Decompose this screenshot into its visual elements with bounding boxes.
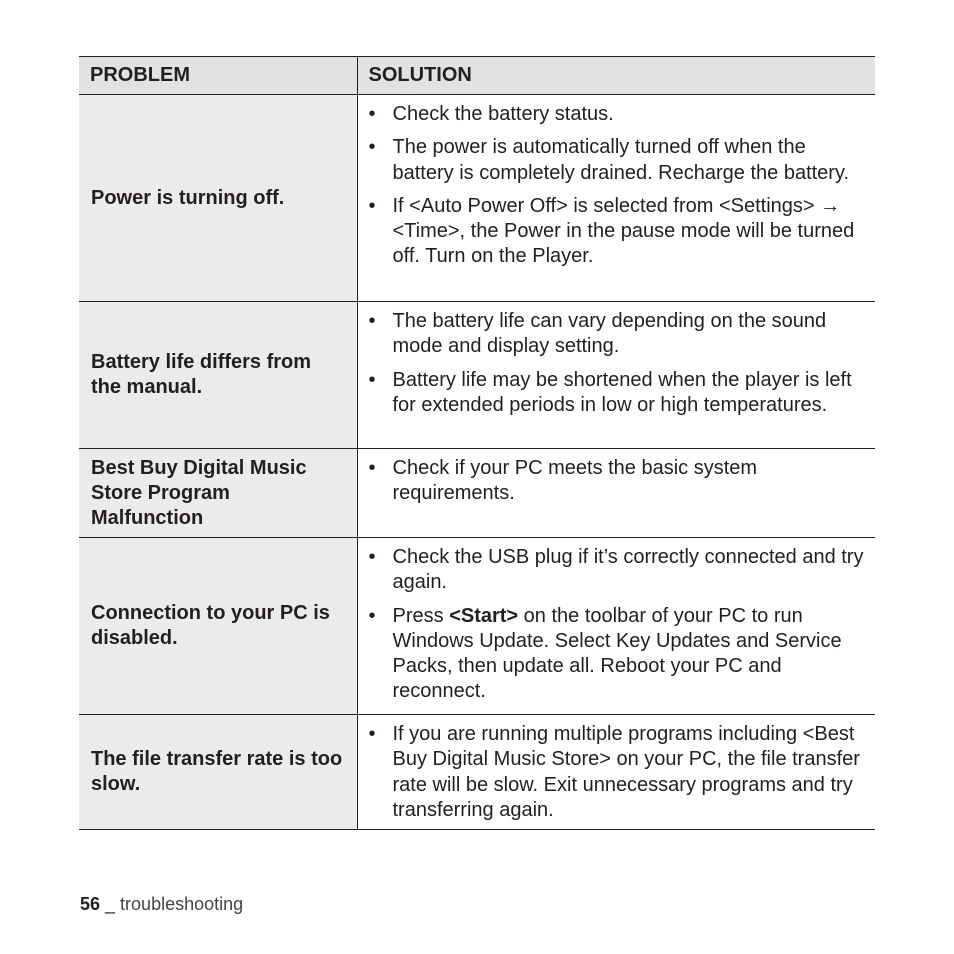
- solution-text: Check if your PC meets the basic system requirements.: [392, 457, 758, 505]
- solution-list: [368, 722, 866, 823]
- list-item: [368, 368, 866, 419]
- solution-list: [368, 102, 866, 270]
- list-item: [368, 309, 866, 360]
- problem-cell: Battery life differs from the manual.: [79, 302, 357, 449]
- solution-cell: [357, 95, 875, 302]
- solution-cell: [357, 538, 875, 715]
- solution-list: [368, 309, 866, 418]
- solution-text-prefix: Press: [392, 604, 450, 627]
- solution-text: The battery life can vary depending on the sound mode and display setting.: [392, 310, 827, 358]
- list-item: [368, 102, 866, 127]
- bullet-icon: •: [368, 103, 376, 125]
- list-item: [368, 604, 866, 705]
- solution-text: Check the USB plug if it’s correctly connected and try again.: [392, 546, 864, 594]
- header-problem: PROBLEM: [79, 57, 357, 95]
- table-row: [79, 95, 875, 302]
- table-row: [79, 538, 875, 715]
- problem-cell: Connection to your PC is disabled.: [79, 538, 357, 715]
- problem-cell: The file transfer rate is too slow.: [79, 715, 357, 830]
- table-row: [79, 302, 875, 449]
- solution-text: If you are running multiple programs including <Best Buy Digital Music Store> on your PC, the file transfer rate will be slow. Exit unnecessary programs and try transferring again.: [392, 723, 860, 821]
- bullet-icon: •: [368, 310, 376, 332]
- troubleshooting-table: [79, 56, 875, 830]
- problem-cell: Best Buy Digital Music Store Program Malfunction: [79, 449, 357, 538]
- header-row: [79, 57, 875, 95]
- solution-text: Check the battery status.: [392, 103, 614, 125]
- bullet-icon: •: [368, 194, 376, 217]
- solution-list: [368, 545, 866, 705]
- solution-cell: [357, 715, 875, 830]
- start-key-label: <Start>: [449, 604, 519, 627]
- table-row: [79, 715, 875, 830]
- solution-text: If <Auto Power Off> is selected from <Settings> → <Time>, the Power in the pause mode will be turned off. Turn on the Player.: [392, 194, 855, 268]
- list-item: [368, 722, 866, 823]
- bullet-icon: •: [368, 723, 376, 745]
- bullet-icon: •: [368, 457, 376, 479]
- bullet-icon: •: [368, 546, 376, 568]
- page-number: 56: [80, 894, 101, 914]
- solution-text: The power is automatically turned off when the battery is completely drained. Recharge the battery.: [392, 136, 850, 184]
- section-name: troubleshooting: [120, 894, 244, 914]
- list-item: [368, 194, 866, 270]
- solution-cell: [357, 449, 875, 538]
- list-item: [368, 545, 866, 596]
- bullet-icon: •: [368, 604, 376, 627]
- header-solution: SOLUTION: [357, 57, 875, 95]
- solution-list: [368, 456, 866, 507]
- solution-text-suffix: on the toolbar of your PC to run Windows Update. Select Key Updates and Service Packs, then update all. Reboot your PC and reconnect.: [392, 604, 842, 703]
- solution-cell: [357, 302, 875, 449]
- list-item: [368, 135, 866, 186]
- solution-text: Battery life may be shortened when the player is left for extended periods in low or high temperatures.: [392, 368, 852, 416]
- list-item: [368, 456, 866, 507]
- bullet-icon: •: [368, 136, 376, 159]
- table-row: [79, 449, 875, 538]
- bullet-icon: •: [368, 368, 376, 391]
- page-footer: [80, 894, 243, 915]
- problem-cell: Power is turning off.: [79, 95, 357, 302]
- footer-separator: _: [100, 894, 121, 914]
